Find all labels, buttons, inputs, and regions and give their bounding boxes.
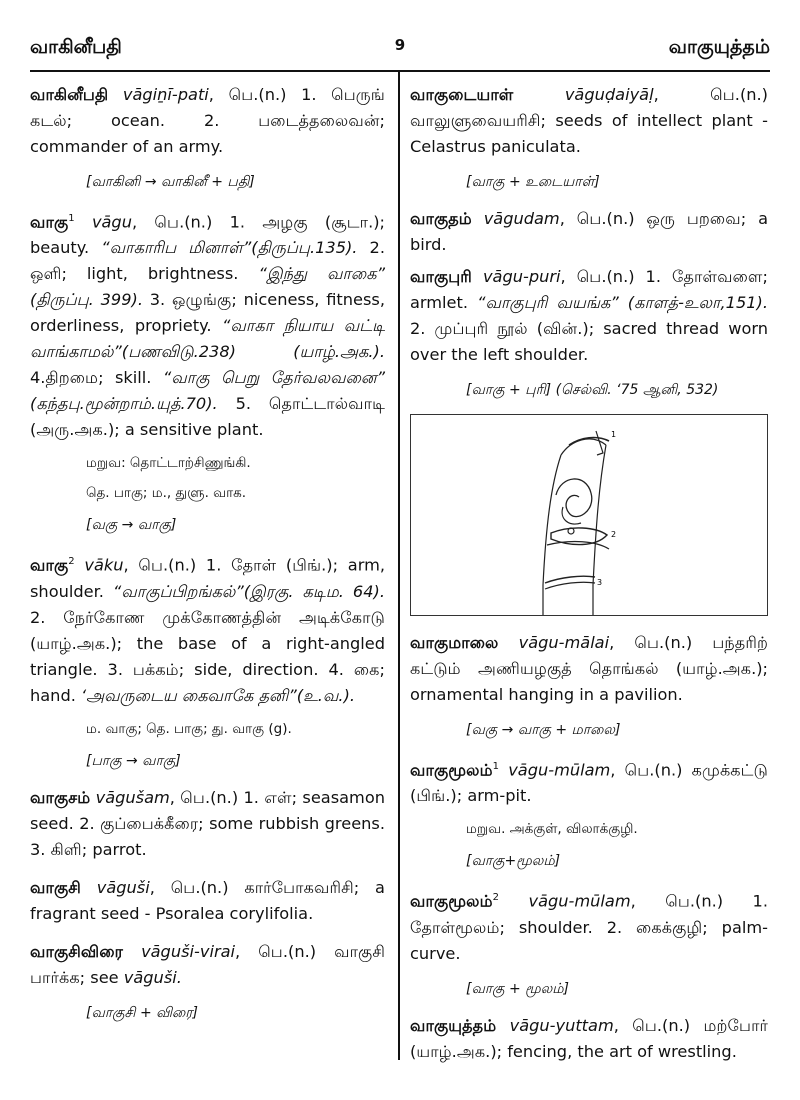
headword: வாகுசம் (30, 787, 91, 807)
definition: 2. ஒளி; light, brightness. (30, 238, 386, 284)
entry (30, 549, 385, 708)
transliteration: vāgu (91, 212, 132, 232)
headword: வாகுசிவிரை (30, 941, 124, 961)
headword: வாகு (30, 555, 69, 575)
headword: வாகுமூலம் (410, 891, 493, 911)
entry (30, 939, 385, 991)
synonym-note: மறுவ. அக்குள், விலாக்குழி. (466, 821, 638, 838)
header-left-word: வாகினீபதி (30, 36, 122, 58)
etymology: [வாகுசி + விரை] (86, 1004, 198, 1021)
citation: “வாகுபுரி வயங்க” (காளத்-உலா,151). (477, 293, 769, 312)
transliteration: vāgu-mūlam (508, 760, 611, 780)
headword: வாகுசி (30, 877, 81, 897)
definition: , பெ.(n.) 1. எள்; seasamon seed. 2. குப்பைக்கீரை; some rubbish greens. 3. கிளி; parrot. (30, 787, 385, 859)
illustration-label: 2 (611, 530, 617, 539)
definition: 5. தொட்டால்வாடி (அரு.அக.); a sensitive plant. (30, 394, 385, 440)
definition: , பெ.(n.) கமுக்கட்டு (பிங்.); arm-pit. (410, 760, 768, 806)
citation: “வாகுப்பிறங்கல்”(இரகு. கடிம. 64). (112, 581, 385, 601)
definition: , பெ.(n.) 1. தோள்வளை; armlet. (410, 267, 768, 312)
column-divider (398, 70, 400, 1060)
cross-reference: vāguši. (123, 967, 182, 987)
entry (30, 785, 385, 863)
headword: வாகுயுத்தம் (410, 1015, 497, 1035)
transliteration: vāku (84, 555, 124, 575)
citation: “வாகா நியாய வட்டி வாங்காமல்”(பணவிடு.238) (யாழ்.அக.). (30, 316, 385, 362)
entry (410, 754, 768, 809)
header-right-word: வாகுயுத்தம் (668, 36, 770, 58)
etymology: [வாகு + புரி] (செல்வி. ‘75 ஆனி, 532) (466, 382, 719, 398)
page-number: 9 (394, 36, 406, 54)
definition: , பெ.(n.) 1. தோள் (பிங்.); arm, shoulder. (30, 555, 386, 601)
citation: ‘அவருடைய கைவாகே தனி”(உ.வ.). (81, 685, 356, 705)
armlet-drawing-icon (411, 415, 767, 615)
entry (410, 1013, 768, 1065)
headword: வாகினீபதி (30, 85, 109, 104)
definition: , பெ.(n.) பந்தரிற் கட்டும் அணியழகுத் தொங்கல் (யாழ்.அக.); ornamental hanging in a pavilion. (410, 633, 768, 704)
transliteration: vāgudam (483, 209, 560, 228)
entry (410, 885, 768, 966)
transliteration: vāgu-yuttam (509, 1015, 614, 1035)
transliteration: vāgiṉī-pati (122, 85, 209, 104)
homonym-number: 2 (68, 556, 75, 568)
citation: “வாகு பெறு தேர்வலவனை” (கந்தபு.மூன்றாம்.யுத்.70). (30, 368, 385, 414)
illustration-label: 3 (597, 578, 603, 587)
definition: , பெ.(n.) 1. தோள்மூலம்; shoulder. 2. கைக்குழி; palm-curve. (410, 891, 768, 963)
entry (410, 206, 768, 258)
header-rule (30, 70, 770, 72)
headword: வாகுபுரி (410, 267, 472, 286)
armlet-illustration (410, 414, 768, 616)
entry (410, 264, 768, 368)
homonym-number: 1 (68, 213, 75, 224)
etymology: [வகு → வாகு] (86, 517, 177, 534)
definition: 2. நேர்கோண முக்கோணத்தின் அடிக்கோடு (யாழ்.அக.); the base of a right-angled triangle. 3. பக்கம்; side, direction. 4. கை; hand. (30, 607, 385, 705)
citation: “வாகாரிப மினாள்”(திருப்பு.135). (101, 238, 358, 258)
definition: 3. ஒழுங்கு; niceness, fitness, orderliness, propriety. (30, 290, 385, 336)
entry (30, 206, 385, 443)
cognate-note: ம. வாகு; தெ. பாகு; து. வாகு (g). (86, 720, 292, 737)
transliteration: vāguši-virai (141, 941, 236, 961)
definition: 2. முப்புரி நூல் (வின்.); sacred thread worn over the left shoulder. (410, 319, 768, 364)
headword: வாகுமாலை (410, 633, 499, 652)
etymology: [வாகு + உடையாள்] (466, 174, 600, 190)
headword: வாகுமூலம் (410, 760, 493, 780)
definition: , பெ.(n.) கார்போகவரிசி; a fragrant seed - Psoralea corylifolia. (30, 877, 385, 923)
right-column (410, 82, 768, 1071)
etymology: [வாகு+மூலம்] (466, 853, 561, 870)
definition: , பெ.(n.) வாகுசி பார்க்க; see (30, 941, 385, 987)
page-header (30, 28, 770, 64)
transliteration: vāguši (96, 877, 150, 897)
left-column (30, 82, 385, 1037)
transliteration: vāgu-mālai (518, 633, 610, 652)
homonym-number: 2 (492, 892, 500, 904)
headword: வாகு (30, 212, 69, 232)
etymology: [வாகு + மூலம்] (466, 980, 570, 997)
transliteration: vāguḍaiyāḷ (564, 85, 654, 104)
entry (410, 630, 768, 708)
illustration-label: 1 (611, 430, 617, 439)
definition: 4.திறமை; skill. (30, 368, 163, 388)
citation: “இந்து வாகை” (திருப்பு. 399). (30, 264, 385, 310)
headword: வாகுதம் (410, 209, 472, 228)
headword: வாகுடையாள் (410, 85, 514, 104)
transliteration: vāgu-mūlam (528, 891, 631, 911)
transliteration: vāgušam (95, 787, 170, 807)
etymology: [வகு → வாகு + மாலை] (466, 722, 621, 738)
definition: , பெ.(n.) வாலுளுவையரிசி; seeds of intellect plant - Celastrus paniculata. (410, 85, 768, 156)
etymology: [வாகினி → வாகினீ + பதி] (86, 174, 255, 190)
definition: , பெ.(n.) ஒரு பறவை; a bird. (410, 209, 768, 254)
entry (30, 82, 385, 160)
etymology: [பாகு → வாகு] (86, 752, 181, 769)
synonym-note: மறுவ: தொட்டாற்சிணுங்கி. (86, 455, 251, 472)
entry (410, 82, 768, 160)
definition: , பெ.(n.) 1. அழகு (சூடா.); beauty. (30, 212, 385, 258)
homonym-number: 1 (492, 761, 500, 772)
definition: , பெ.(n.) மற்போர் (யாழ்.அக.); fencing, the art of wrestling. (410, 1015, 768, 1061)
cognate-note: தெ. பாகு; ம., துளு. வாக. (86, 485, 247, 502)
entry (30, 875, 385, 927)
definition: , பெ.(n.) 1. பெருங் கடல்; ocean. 2. படைத்தலைவன்; commander of an army. (30, 85, 385, 156)
transliteration: vāgu-puri (482, 267, 561, 286)
